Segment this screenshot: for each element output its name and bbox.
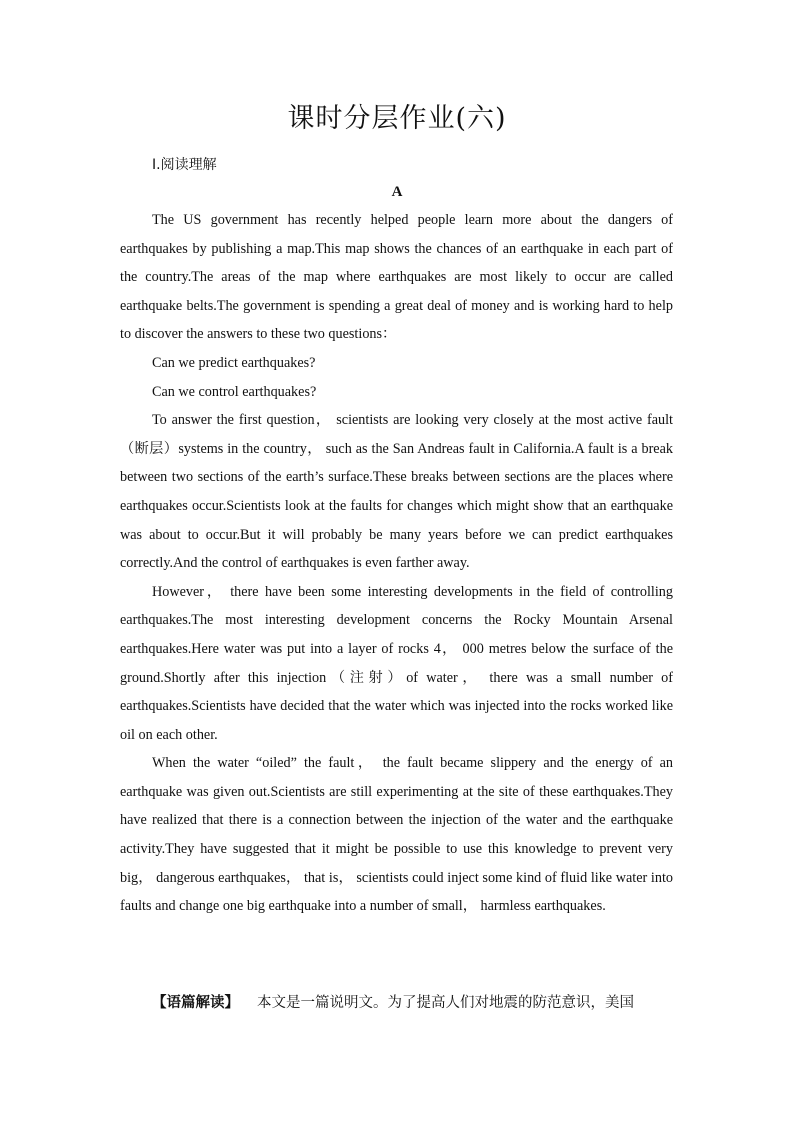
reading-note-tag: 【语篇解读】 [152, 995, 239, 1011]
question-line: Can we control earthquakes? [152, 383, 317, 400]
passage-body [120, 206, 673, 921]
reading-note [120, 990, 680, 1016]
paragraph: The US government has recently helped people learn more about the dangers of earthquakes by publishing a map.This map shows the chances of an earthquake in each part of the country.The areas of the map where earthquakes are most likely to occur are called earthquake belts.The government is spending a great deal of money and is working hard to help to discover the answers to these two questions： [120, 212, 673, 343]
paragraph: However， there have been some interesting developments in the field of controlling earthquakes.The most interesting development concerns the Rocky Mountain Arsenal earthquakes.Here water was put into a layer of rocks 4， 000 metres below the surface of the ground.Shortly after this injection（注射）of water， there was a small number of earthquakes.Scientists have decided that the water which was injected into the rocks worked like oil on each other. [120, 583, 673, 743]
page-title: 课时分层作业(六) [287, 103, 507, 134]
paragraph: To answer the first question， scientists are looking very closely at the most active fault（断层）systems in the country， such as the San Andreas fault in California.A fault is a break between two sections of the earth’s surface.These breaks between sections are the places where earthquakes occur.Scientists look at the faults for changes which might show that an earthquake was about to occur.But it will probably be many years before we can predict earthquakes correctly.And the control of earthquakes is even farther away. [120, 412, 673, 572]
section-heading: Ⅰ.阅读理解 [152, 157, 217, 173]
passage-label: A [391, 184, 403, 200]
question-line: Can we predict earthquakes? [152, 354, 316, 371]
reading-note-text: 本文是一篇说明文。为了提高人们对地震的防范意识，美国 [257, 995, 634, 1011]
paragraph: When the water “oiled” the fault， the fault became slippery and the energy of an earthquake was given out.Scientists are still experimenting at the site of these earthquakes.They have realized that there is a connection between the injection of the water and the earthquake activity.They have suggested that it might be possible to use this knowledge to prevent very big， dangerous earthquakes， that is， scientists could inject some kind of fluid like water into faults and change one big earthquake into a number of small， harmless earthquakes. [120, 755, 673, 915]
